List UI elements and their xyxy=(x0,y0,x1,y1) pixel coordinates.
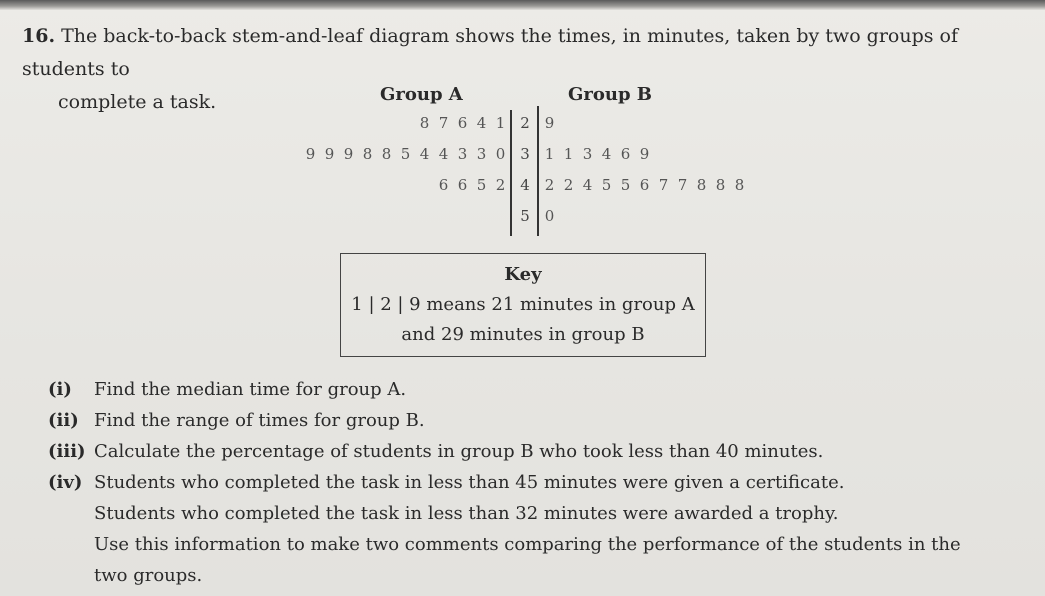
question-line-2: complete a task. xyxy=(58,91,217,113)
part-number: (iii) xyxy=(48,441,86,462)
question-parts xyxy=(48,374,1038,591)
leaf-b: 6 xyxy=(639,176,650,194)
leaf-b: 2 xyxy=(563,176,574,194)
leaf-b: 8 xyxy=(734,176,745,194)
leaf-a: 6 xyxy=(457,176,468,194)
leaf-a: 1 xyxy=(495,114,506,132)
stem-row xyxy=(160,176,880,206)
part-iii xyxy=(48,436,1038,467)
part-text: Find the range of times for group B. xyxy=(94,410,425,431)
leaf-a: 2 xyxy=(495,176,506,194)
stem-row xyxy=(160,145,880,175)
leaf-b: 5 xyxy=(601,176,612,194)
stem-value: 5 xyxy=(520,207,530,225)
leaf-a: 9 xyxy=(343,145,354,163)
leaf-a: 5 xyxy=(476,176,487,194)
leaf-a: 3 xyxy=(457,145,468,163)
key-line-2: and 29 minutes in group B xyxy=(401,324,645,345)
question-header xyxy=(22,20,1022,119)
group-a-label: Group A xyxy=(380,84,463,105)
leaf-a: 8 xyxy=(381,145,392,163)
top-edge-shadow xyxy=(0,0,1045,10)
leaf-b: 7 xyxy=(677,176,688,194)
leaf-b: 0 xyxy=(544,207,555,225)
leaf-a: 3 xyxy=(476,145,487,163)
part-i xyxy=(48,374,1038,405)
group-b-label: Group B xyxy=(568,84,653,105)
part-text: Find the median time for group A. xyxy=(94,379,407,400)
leaf-a: 7 xyxy=(438,114,449,132)
leaf-b: 3 xyxy=(582,145,593,163)
group-b-leaves xyxy=(540,114,559,132)
leaf-a: 4 xyxy=(438,145,449,163)
leaf-b: 2 xyxy=(544,176,555,194)
leaf-a: 0 xyxy=(495,145,506,163)
leaf-a: 4 xyxy=(476,114,487,132)
part-number: (ii) xyxy=(48,410,79,431)
part-iv xyxy=(48,467,1038,498)
leaf-a: 5 xyxy=(400,145,411,163)
leaf-b: 1 xyxy=(544,145,555,163)
key-line-1: 1 | 2 | 9 means 21 minutes in group A xyxy=(351,294,695,315)
leaf-b: 9 xyxy=(544,114,555,132)
leaf-a: 9 xyxy=(324,145,335,163)
stem-row xyxy=(160,207,880,237)
question-line-1: The back-to-back stem-and-leaf diagram shows the times, in minutes, taken by two groups of students to xyxy=(22,25,959,80)
leaf-b: 7 xyxy=(658,176,669,194)
leaf-a: 6 xyxy=(438,176,449,194)
part-text: Calculate the percentage of students in group B who took less than 40 minutes. xyxy=(94,441,824,462)
leaf-b: 8 xyxy=(715,176,726,194)
leaf-a: 8 xyxy=(419,114,430,132)
leaf-b: 4 xyxy=(601,145,612,163)
group-b-leaves xyxy=(540,176,749,194)
leaf-b: 5 xyxy=(620,176,631,194)
part-iv-line-3: Use this information to make two comments comparing the performance of the students in the xyxy=(94,534,961,555)
group-a-leaves xyxy=(415,114,510,132)
group-b-leaves xyxy=(540,145,654,163)
leaf-a: 8 xyxy=(362,145,373,163)
part-number: (iv) xyxy=(48,472,83,493)
stem-and-leaf-diagram xyxy=(160,110,880,240)
group-b-leaves xyxy=(540,207,559,225)
key-box xyxy=(340,253,706,357)
part-iv-line-2: Students who completed the task in less than 32 minutes were awarded a trophy. xyxy=(94,503,839,524)
leaf-b: 1 xyxy=(563,145,574,163)
leaf-b: 4 xyxy=(582,176,593,194)
part-text: Students who completed the task in less than 45 minutes were given a certificate. xyxy=(94,472,845,493)
group-a-leaves xyxy=(301,145,510,163)
leaf-a: 6 xyxy=(457,114,468,132)
question-number: 16. xyxy=(22,25,56,47)
leaf-b: 6 xyxy=(620,145,631,163)
stem-row xyxy=(160,114,880,144)
leaf-a: 9 xyxy=(305,145,316,163)
stem-value: 3 xyxy=(520,145,530,163)
key-title: Key xyxy=(504,264,542,285)
part-number: (i) xyxy=(48,379,72,400)
part-iv-line-4: two groups. xyxy=(94,565,203,586)
group-a-leaves xyxy=(434,176,510,194)
leaf-b: 8 xyxy=(696,176,707,194)
part-ii xyxy=(48,405,1038,436)
leaf-a: 4 xyxy=(419,145,430,163)
leaf-b: 9 xyxy=(639,145,650,163)
stem-value: 4 xyxy=(520,176,530,194)
stem-value: 2 xyxy=(520,114,530,132)
